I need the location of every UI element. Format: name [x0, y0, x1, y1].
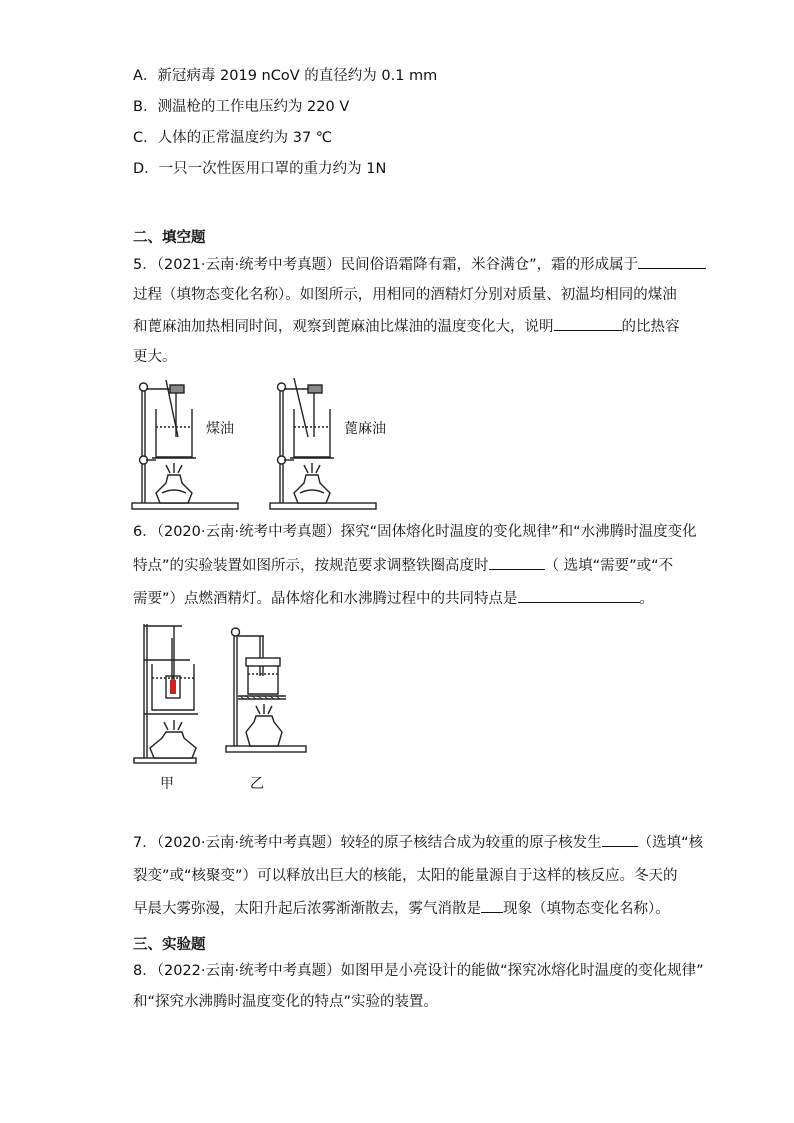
q6-text-3b: 。: [639, 591, 655, 607]
q7-line-3: [133, 897, 670, 920]
q6-text-2b: （ 选填“需要”或“不: [544, 558, 674, 574]
q6-figure-apparatus: [130, 618, 310, 768]
q6-blank-2[interactable]: [518, 587, 640, 603]
q6-line-2: [133, 554, 673, 577]
q8-line-1: 8．（2022·云南·统考中考真题）如图甲是小亮设计的能做“探究冰熔化时温度的变化规律”: [133, 963, 704, 979]
q6-text-3a: 需要”）点燃酒精灯。晶体熔化和水沸腾过程中的共同特点是: [133, 591, 518, 607]
q5-text-3: 和蓖麻油加热相同时间，观察到蓖麻油比煤油的温度变化大，说明: [133, 319, 554, 335]
q6-text-2a: 特点”的实验装置如图所示，按规范要求调整铁圈高度时: [133, 558, 489, 574]
q7-line-2: 裂变”或“核聚变”）可以释放出巨大的核能，太阳的能量源自于这样的核反应。冬天的: [133, 868, 678, 884]
q5-line-2: 过程（填物态变化名称）。如图所示，用相同的酒精灯分别对质量、初温均相同的煤油: [133, 287, 677, 303]
q5-text-3b: 的比热容: [621, 319, 680, 335]
q5-label-castor-oil: 蓖麻油: [344, 421, 386, 437]
q8-line-2: 和“探究水沸腾时温度变化的特点”实验的装置。: [133, 994, 439, 1010]
section-heading-experiment: 三、实验题: [133, 937, 206, 953]
q6-line-1: 6．（2020·云南·统考中考真题）探究“固体熔化时温度的变化规律”和“水沸腾时温度变化: [133, 524, 697, 540]
option-b: B．测温枪的工作电压约为 220 V: [133, 99, 350, 115]
q7-text-1a: 7．（2020·云南·统考中考真题）较轻的原子核结合成为较重的原子核发生: [133, 835, 602, 851]
q6-label-jia-text: 甲: [160, 776, 174, 792]
q6-line-3: [133, 587, 654, 610]
q7-line-1: [133, 831, 703, 854]
q5-text-1: 5．（2021·云南·统考中考真题）民间俗语霜降有霜，米谷满仓”，霜的形成属于: [133, 257, 639, 273]
q5-line-4: 更大。: [133, 349, 177, 365]
q7-blank-2[interactable]: [481, 897, 503, 913]
option-a: A．新冠病毒 2019 nCoV 的直径约为 0.1 mm: [133, 68, 438, 84]
q5-blank-2[interactable]: [554, 315, 622, 331]
q5-figure-heating-setups: [130, 375, 400, 515]
q5-label-kerosene: 煤油: [206, 421, 234, 437]
q7-text-3a: 早晨大雾弥漫，太阳升起后浓雾渐渐散去，雾气消散是: [133, 901, 481, 917]
q6-blank-1[interactable]: [489, 554, 545, 570]
q6-label-yi-text: 乙: [250, 776, 264, 792]
option-d: D．一只一次性医用口罩的重力约为 1N: [133, 161, 387, 177]
q5-line-3: [133, 315, 680, 338]
q7-text-3b: 现象（填物态变化名称）。: [503, 901, 670, 917]
option-c: C．人体的正常温度约为 37 ℃: [133, 130, 333, 146]
q5-blank-1[interactable]: [638, 253, 706, 269]
q7-blank-1[interactable]: [602, 831, 638, 847]
q5-line-1: [133, 253, 706, 276]
section-heading-fill-blank: 二、填空题: [133, 230, 206, 246]
q7-text-1b: （选填“核: [637, 835, 704, 851]
